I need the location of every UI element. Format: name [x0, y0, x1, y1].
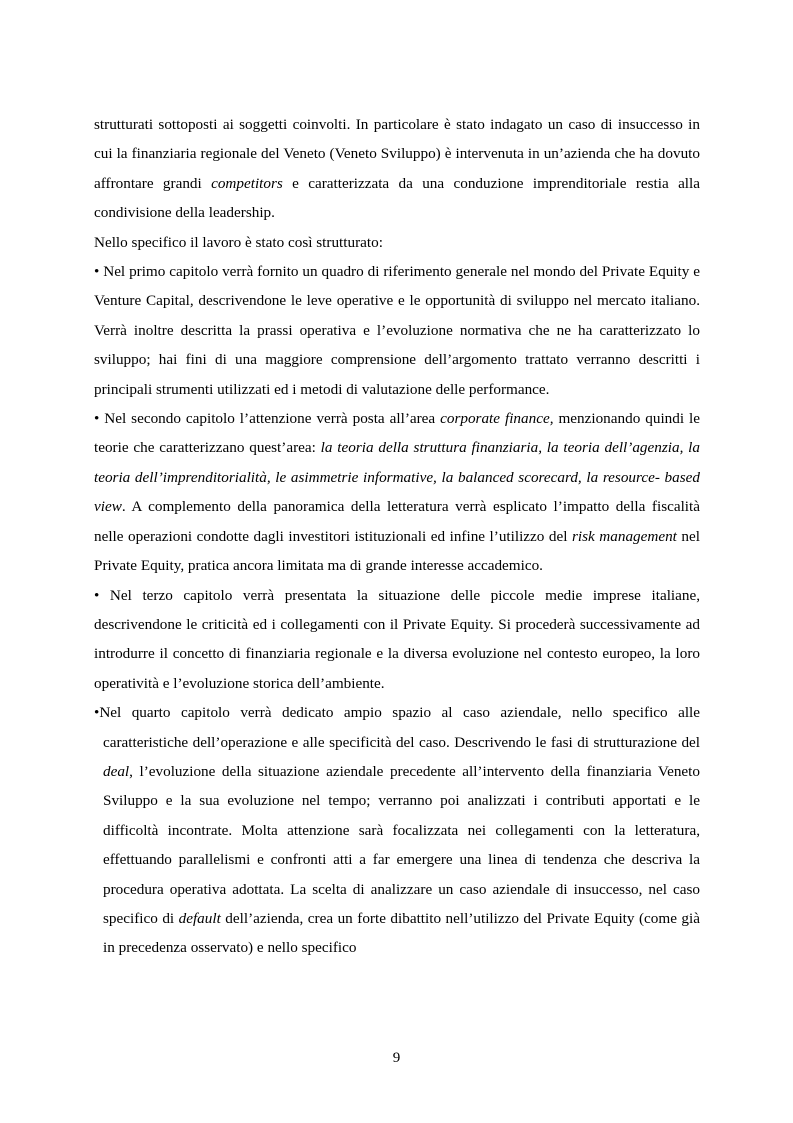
- text-run: menzionando quindi le teorie che caratterizzano quest’area:: [94, 410, 700, 457]
- page-number: 9: [392, 1050, 401, 1066]
- italic-run: la teoria della struttura finanziaria, la teoria dell’agenzia, la teoria dell’imprenditorialità, le asimmetrie informative, la balanced scorecard, la resource- based view: [94, 439, 700, 516]
- italic-run: deal: [103, 762, 130, 780]
- text-run: nel Private Equity, pratica ancora limitata ma di grande interesse accademico.: [94, 527, 700, 575]
- italic-run: competitors: [211, 174, 283, 192]
- text-run: , l’evoluzione della situazione aziendale precedente all’intervento della finanziaria Veneto Sviluppo e la sua evoluzione nel tempo; verranno poi analizzati i contributi apportati e le difficoltà incontrate. Molta attenzione sarà focalizzata nei collegamenti con la letteratura, effettuando parallelismi e confronti atti a far emergere una linea di tendenza che descriva la procedura operativa adottata. La scelta di analizzare un caso aziendale di insuccesso, nel caso specifico di: [103, 762, 700, 927]
- italic-run: corporate finance,: [440, 410, 554, 428]
- bullet-chapter-2: [94, 404, 700, 580]
- paragraph-structure-intro: Nello specifico il lavoro è stato così strutturato:: [94, 233, 383, 251]
- italic-run: risk management: [571, 527, 677, 545]
- bullet-chapter-3: • Nel terzo capitolo verrà presentata la situazione delle piccole medie imprese italiane, descrivendone le criticità ed i collegamenti con il Private Equity. Si procederà successivamente ad introdurre il concetto di finanziaria regionale e la diversa evoluzione nel contesto europeo, la loro operatività e l’evoluzione storica dell’ambiente.: [94, 586, 700, 692]
- text-run: strutturati sottoposti ai soggetti coinvolti. In particolare è stato indagato un caso di insuccesso in cui la finanziaria regionale del Veneto (Veneto Sviluppo) è intervenuta in un’azienda che ha dovuto affrontare grandi: [94, 116, 700, 192]
- text-run: dell’azienda, crea un forte dibattito nell’utilizzo del Private Equity (come già in precedenza osservato) e nello specifico: [103, 909, 700, 957]
- text-run: . A complemento della panoramica della letteratura verrà esplicato l’impatto della fiscalità nelle operazioni condotte dagli investitori istituzionali ed infine l’utilizzo del: [94, 498, 700, 545]
- text-run: e caratterizzata da una conduzione imprenditoriale restia alla condivisione della leadership.: [94, 174, 700, 222]
- text-run: • Nel secondo capitolo l’attenzione verrà posta all’area: [94, 410, 441, 428]
- bullet-chapter-1: • Nel primo capitolo verrà fornito un quadro di riferimento generale nel mondo del Private Equity e Venture Capital, descrivendone le leve operative e le opportunità di sviluppo nel mercato italiano. Verrà inoltre descritta la prassi operativa e l’evoluzione normativa che ne ha caratterizzato lo sviluppo; hai fini di una maggiore comprensione dell’argomento trattato verranno descritti i principali strumenti utilizzati ed i metodi di valutazione delle performance.: [94, 263, 700, 398]
- paragraph-intro: [94, 110, 700, 228]
- text-run: •Nel quarto capitolo verrà dedicato ampio spazio al caso aziendale, nello specifico alle caratteristiche dell’operazione e alle specificità del caso. Descrivendo le fasi di strutturazione del: [94, 704, 700, 751]
- document-body: [94, 110, 700, 963]
- bullet-chapter-4: [94, 698, 700, 963]
- italic-run: default: [178, 909, 221, 927]
